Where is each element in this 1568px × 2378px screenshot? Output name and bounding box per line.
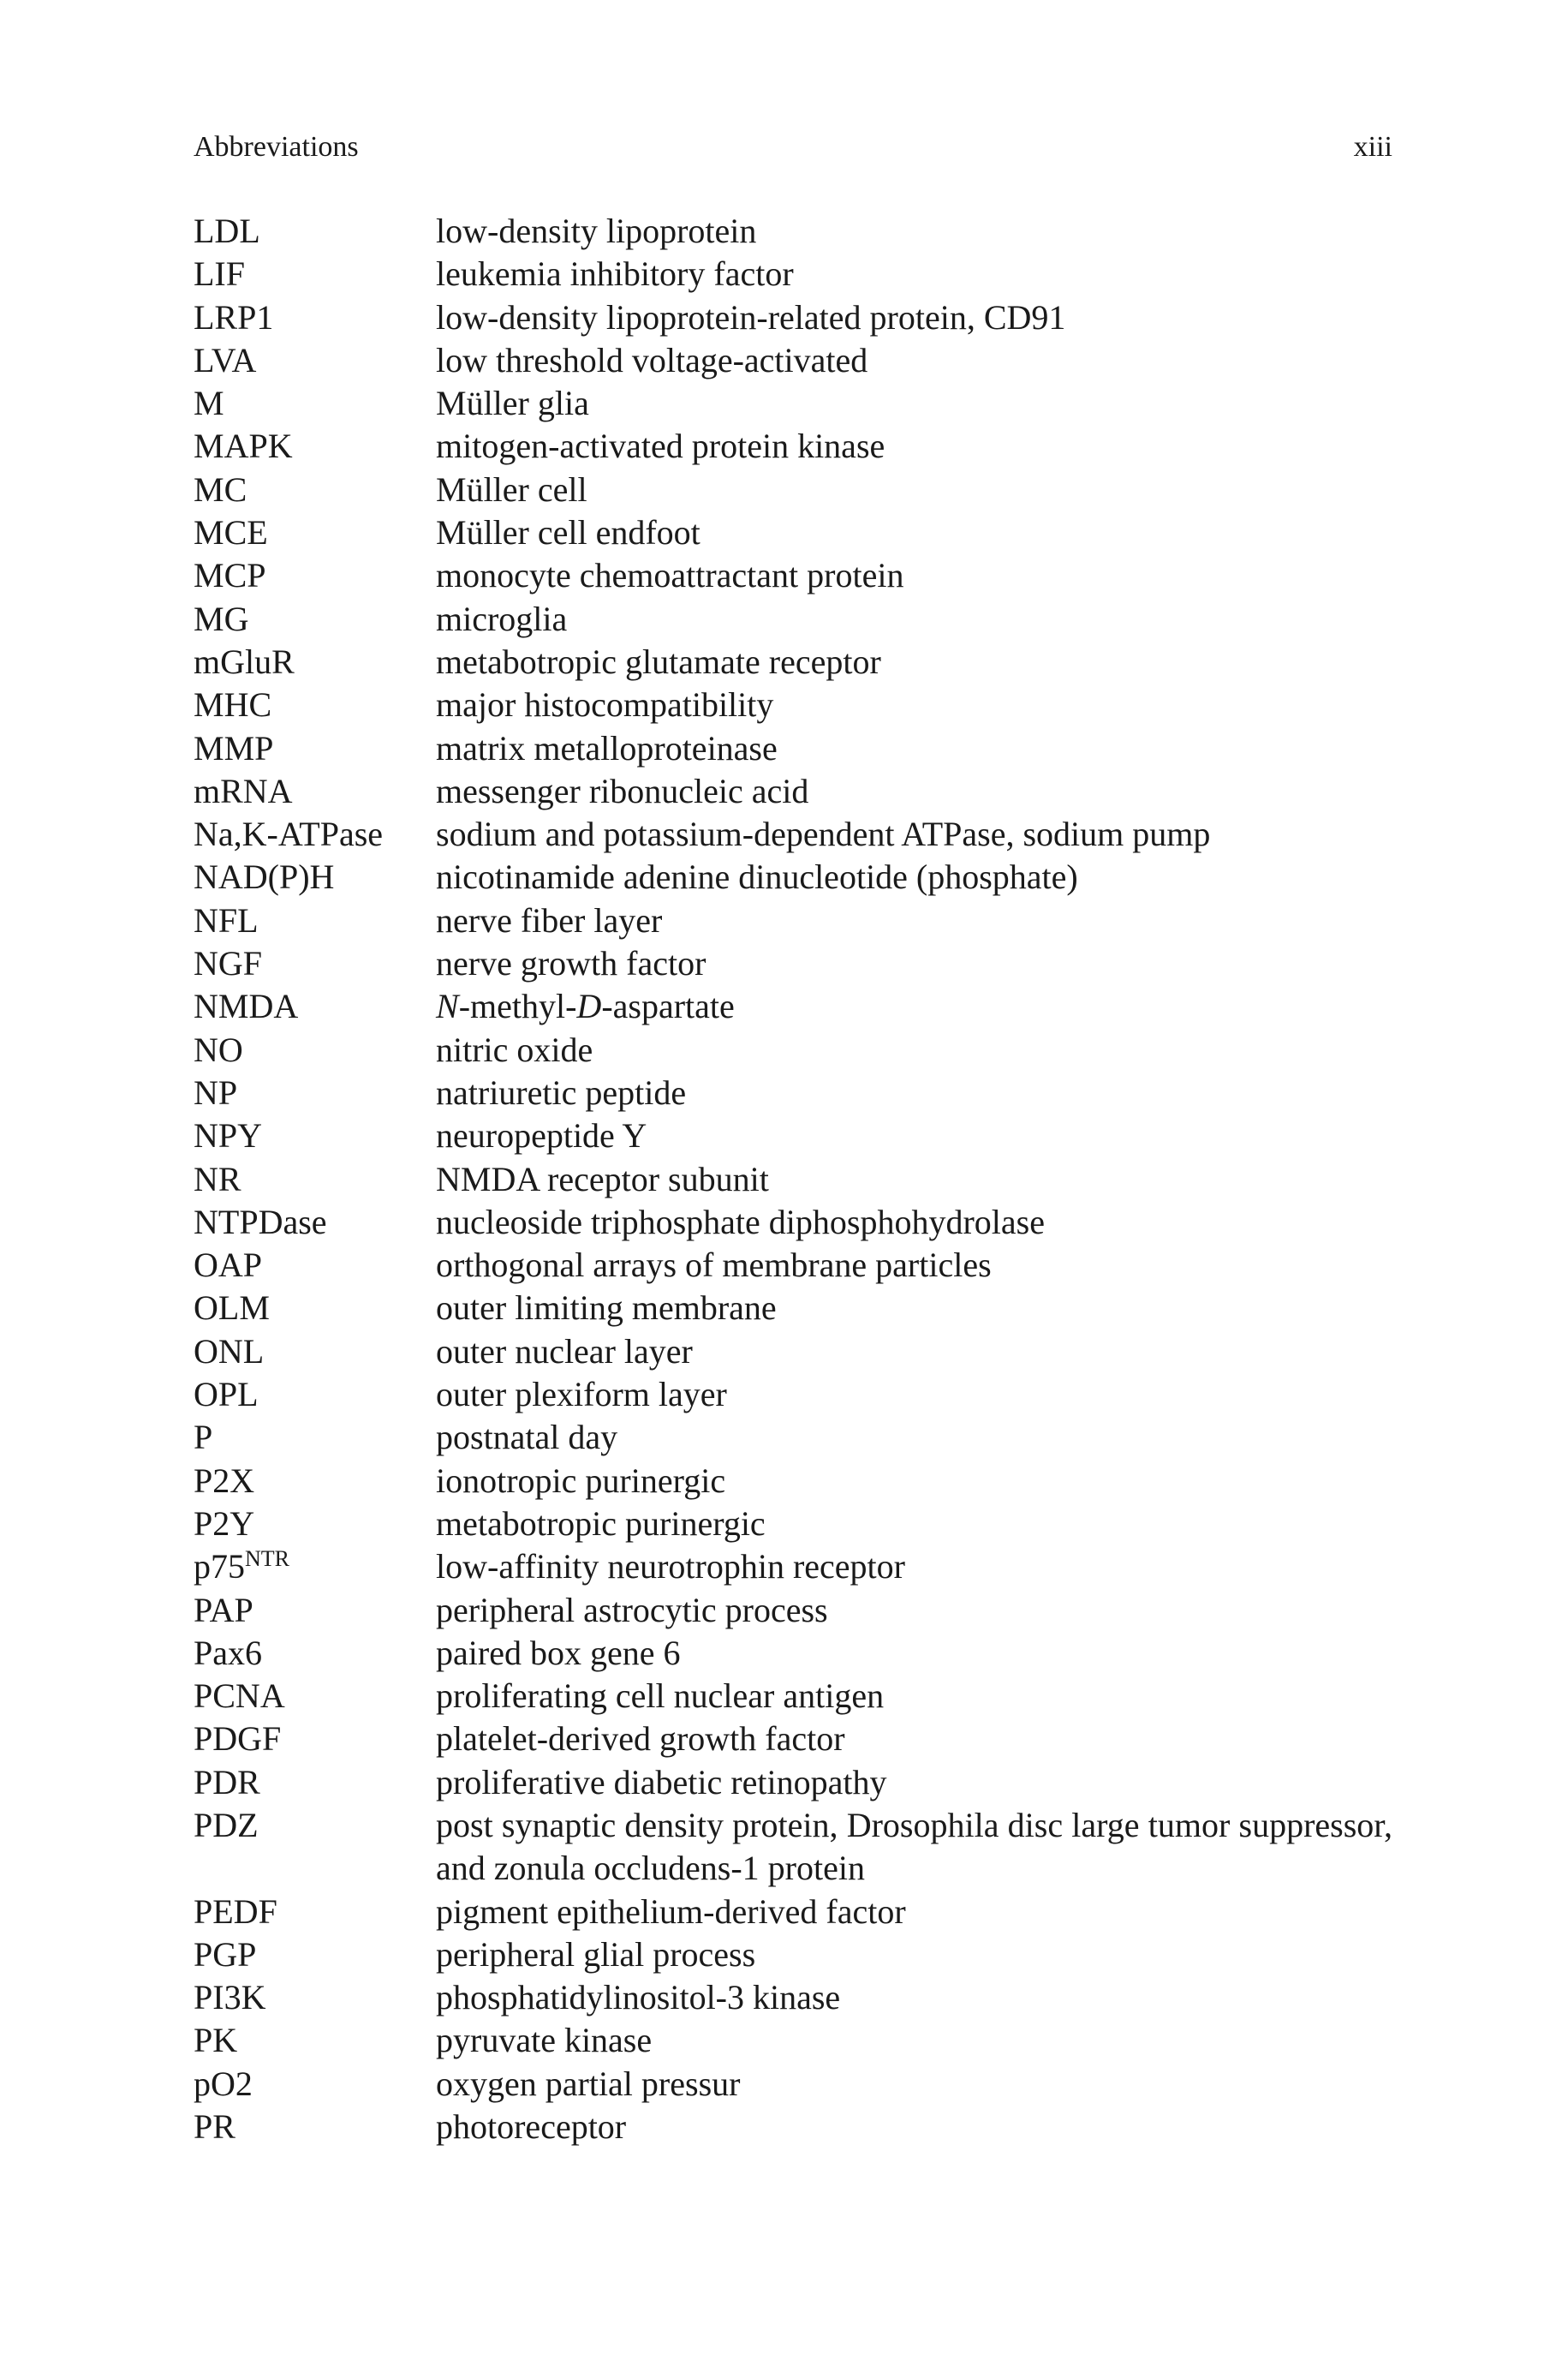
- abbreviation-definition: nicotinamide adenine dinucleotide (phosphate): [436, 857, 1078, 897]
- abbreviation-term-text: p75: [194, 1547, 245, 1586]
- abbreviation-term: [194, 382, 436, 425]
- abbreviation-term: [194, 1632, 436, 1675]
- abbreviation-term-text: LVA: [194, 340, 257, 379]
- abbreviation-term-text: PCNA: [194, 1676, 285, 1716]
- abbreviation-definition: ionotropic purinergic: [436, 1461, 726, 1500]
- abbreviation-term: [194, 1244, 436, 1287]
- abbreviation-entry: [194, 1114, 1392, 1157]
- abbreviation-term: [194, 1287, 436, 1329]
- abbreviation-term: [194, 1158, 436, 1201]
- abbreviation-entry: [194, 2106, 1392, 2148]
- abbreviation-term: [194, 1373, 436, 1416]
- abbreviation-definition: NMDA receptor subunit: [436, 1159, 769, 1198]
- abbreviation-entry: [194, 1976, 1392, 2019]
- abbreviation-term: [194, 425, 436, 468]
- abbreviation-definition: outer limiting membrane: [436, 1288, 777, 1328]
- abbreviation-entry: [194, 641, 1392, 684]
- abbreviation-definition: photoreceptor: [436, 2107, 627, 2147]
- abbreviation-term-text: PDR: [194, 1762, 260, 1801]
- abbreviation-term: [194, 253, 436, 296]
- abbreviation-term-superscript: NTR: [245, 1546, 289, 1572]
- abbreviation-entry: [194, 253, 1392, 296]
- abbreviation-entry: [194, 1244, 1392, 1287]
- abbreviation-definition: outer plexiform layer: [436, 1375, 727, 1414]
- abbreviation-term: [194, 1804, 436, 1847]
- abbreviation-definition: phosphatidylinositol-3 kinase: [436, 1978, 841, 2017]
- abbreviation-term: [194, 469, 436, 511]
- abbreviation-definition: nerve growth factor: [436, 944, 706, 983]
- abbreviation-definition: post synaptic density protein, Drosophila disc large tumor suppressor, and zonula occludens-1 protein: [436, 1805, 1392, 1888]
- abbreviation-term-text: MHC: [194, 685, 272, 725]
- abbreviation-term: [194, 942, 436, 985]
- abbreviation-definition: outer nuclear layer: [436, 1331, 693, 1371]
- abbreviation-term-text: LDL: [194, 212, 260, 250]
- abbreviation-entry: [194, 770, 1392, 813]
- abbreviation-entry: [194, 1675, 1392, 1718]
- running-head-title: Abbreviations: [194, 131, 359, 163]
- abbreviation-term: [194, 210, 436, 253]
- abbreviation-term: [194, 1589, 436, 1632]
- abbreviation-term-text: MCP: [194, 556, 266, 595]
- definition-fragment: -aspartate: [601, 987, 735, 1026]
- abbreviation-term: [194, 899, 436, 942]
- abbreviation-term: [194, 554, 436, 597]
- abbreviation-entry: [194, 210, 1392, 253]
- abbreviation-definition: natriuretic peptide: [436, 1072, 687, 1112]
- abbreviation-definition: postnatal day: [436, 1418, 618, 1457]
- abbreviation-entry: [194, 2063, 1392, 2106]
- abbreviation-definition: leukemia inhibitory factor: [436, 254, 794, 294]
- abbreviation-entry: [194, 1804, 1392, 1891]
- abbreviation-entry: [194, 1933, 1392, 1976]
- abbreviation-definition: matrix metalloproteinase: [436, 728, 778, 768]
- abbreviation-term: [194, 1675, 436, 1718]
- abbreviation-entry: [194, 598, 1392, 641]
- abbreviation-definition: metabotropic purinergic: [436, 1503, 766, 1543]
- abbreviation-definition: Müller cell endfoot: [436, 513, 701, 553]
- abbreviation-term-text: P: [194, 1418, 213, 1457]
- abbreviation-term-text: Na,K-ATPase: [194, 815, 384, 854]
- abbreviation-definition: peripheral glial process: [436, 1934, 756, 1974]
- abbreviation-term: [194, 1201, 436, 1244]
- abbreviation-term: [194, 727, 436, 770]
- abbreviation-definition: proliferating cell nuclear antigen: [436, 1676, 885, 1716]
- abbreviation-entry: [194, 296, 1392, 339]
- abbreviation-term: [194, 1416, 436, 1459]
- italic-prefix: N: [436, 987, 459, 1026]
- abbreviation-definition: pyruvate kinase: [436, 2021, 653, 2060]
- abbreviation-term: [194, 684, 436, 726]
- abbreviation-term-text: LRP1: [194, 297, 274, 337]
- abbreviation-term: [194, 1072, 436, 1114]
- abbreviation-term: [194, 985, 436, 1028]
- abbreviation-term: [194, 1933, 436, 1976]
- abbreviation-term-text: NPY: [194, 1116, 263, 1156]
- abbreviation-entry: [194, 856, 1392, 899]
- abbreviation-term-text: NTPDase: [194, 1202, 327, 1241]
- abbreviation-definition: Müller glia: [436, 384, 589, 423]
- abbreviation-definition: metabotropic glutamate receptor: [436, 642, 881, 681]
- abbreviation-entry: [194, 2019, 1392, 2062]
- abbreviation-term-text: NGF: [194, 944, 263, 983]
- abbreviation-term: [194, 339, 436, 382]
- abbreviation-definition: sodium and potassium-dependent ATPase, sodium pump: [436, 815, 1211, 854]
- abbreviation-entry: [194, 942, 1392, 985]
- abbreviation-term-text: PGP: [194, 1934, 257, 1974]
- abbreviation-definition: pigment epithelium-derived factor: [436, 1891, 906, 1931]
- abbreviation-term: [194, 2063, 436, 2106]
- abbreviation-entry: [194, 684, 1392, 726]
- abbreviation-term: [194, 856, 436, 899]
- abbreviation-definition: low-density lipoprotein-related protein, CD91: [436, 297, 1066, 337]
- abbreviation-term-text: P2X: [194, 1461, 255, 1500]
- abbreviation-entry: [194, 1072, 1392, 1114]
- abbreviation-term: [194, 1718, 436, 1760]
- abbreviation-entry: [194, 1029, 1392, 1072]
- abbreviation-entry: [194, 1460, 1392, 1503]
- abbreviation-term-text: PDZ: [194, 1805, 259, 1844]
- abbreviation-term: [194, 1330, 436, 1373]
- abbreviation-term: [194, 1114, 436, 1157]
- abbreviation-entry: [194, 1503, 1392, 1545]
- abbreviation-entry: [194, 339, 1392, 382]
- abbreviation-entry: [194, 1545, 1392, 1588]
- abbreviation-definition: platelet-derived growth factor: [436, 1719, 845, 1759]
- abbreviation-entry: [194, 382, 1392, 425]
- abbreviation-definition: low-affinity neurotrophin receptor: [436, 1547, 905, 1586]
- abbreviation-definition: orthogonal arrays of membrane particles: [436, 1246, 992, 1285]
- abbreviation-entry: [194, 1373, 1392, 1416]
- italic-prefix: D: [576, 987, 602, 1026]
- abbreviation-term-text: NR: [194, 1159, 241, 1198]
- abbreviation-term: [194, 2106, 436, 2148]
- abbreviation-definition: Müller cell: [436, 469, 587, 509]
- abbreviation-definition: [436, 985, 1392, 1028]
- abbreviation-definition: mitogen-activated protein kinase: [436, 427, 885, 466]
- abbreviation-term-text: ONL: [194, 1331, 265, 1371]
- abbreviation-term-text: PEDF: [194, 1891, 277, 1931]
- abbreviation-term-text: MMP: [194, 728, 274, 768]
- abbreviation-term: [194, 813, 436, 856]
- abbreviation-entry: [194, 425, 1392, 468]
- abbreviation-definition: proliferative diabetic retinopathy: [436, 1762, 887, 1801]
- abbreviation-term-text: Pax6: [194, 1633, 262, 1672]
- abbreviation-term: [194, 1761, 436, 1804]
- abbreviation-term: [194, 1545, 436, 1588]
- abbreviation-definition: monocyte chemoattractant protein: [436, 556, 904, 595]
- abbreviation-term: [194, 2019, 436, 2062]
- abbreviation-definition: low-density lipoprotein: [436, 212, 757, 250]
- abbreviation-term-text: PDGF: [194, 1719, 282, 1759]
- abbreviation-term: [194, 296, 436, 339]
- abbreviation-definition: low threshold voltage-activated: [436, 340, 868, 379]
- abbreviation-term: [194, 1460, 436, 1503]
- abbreviation-term-text: OLM: [194, 1288, 270, 1328]
- abbreviation-definition: paired box gene 6: [436, 1633, 681, 1672]
- abbreviation-list: [194, 210, 1392, 2148]
- page-number: xiii: [1353, 131, 1392, 163]
- abbreviation-term: [194, 1503, 436, 1545]
- abbreviation-term-text: M: [194, 384, 224, 423]
- abbreviation-entry: [194, 727, 1392, 770]
- abbreviation-term-text: PR: [194, 2107, 235, 2147]
- abbreviation-entry: [194, 1416, 1392, 1459]
- abbreviation-definition: nucleoside triphosphate diphosphohydrolase: [436, 1202, 1045, 1241]
- abbreviation-entry: [194, 1330, 1392, 1373]
- abbreviation-term: [194, 1029, 436, 1072]
- abbreviation-term: [194, 511, 436, 554]
- abbreviation-definition: messenger ribonucleic acid: [436, 771, 809, 810]
- abbreviation-entry: [194, 469, 1392, 511]
- abbreviation-term-text: NAD(P)H: [194, 857, 335, 897]
- abbreviation-term: [194, 1891, 436, 1933]
- abbreviation-term-text: PAP: [194, 1590, 253, 1629]
- abbreviation-definition: nerve fiber layer: [436, 900, 663, 940]
- abbreviation-entry: [194, 1589, 1392, 1632]
- abbreviation-term-text: PI3K: [194, 1978, 266, 2017]
- abbreviation-term-text: MG: [194, 599, 249, 638]
- abbreviation-term-text: NP: [194, 1072, 238, 1112]
- abbreviation-entry: [194, 1201, 1392, 1244]
- abbreviation-term-text: OAP: [194, 1246, 263, 1285]
- abbreviation-entry: [194, 985, 1392, 1028]
- definition-fragment: -methyl-: [458, 987, 577, 1026]
- abbreviation-term: [194, 598, 436, 641]
- abbreviation-term-text: MC: [194, 469, 247, 509]
- abbreviation-entry: [194, 1632, 1392, 1675]
- abbreviation-term: [194, 1976, 436, 2019]
- abbreviation-entry: [194, 899, 1392, 942]
- abbreviation-term-text: OPL: [194, 1375, 259, 1414]
- abbreviation-term-text: NMDA: [194, 987, 299, 1026]
- abbreviation-definition: major histocompatibility: [436, 685, 774, 725]
- abbreviation-entry: [194, 1158, 1392, 1201]
- abbreviation-entry: [194, 1891, 1392, 1933]
- abbreviation-term-text: MAPK: [194, 427, 293, 466]
- abbreviation-term-text: PK: [194, 2021, 238, 2060]
- abbreviation-term-text: NO: [194, 1030, 243, 1069]
- abbreviation-definition: oxygen partial pressur: [436, 2064, 741, 2103]
- abbreviation-term-text: LIF: [194, 254, 245, 294]
- abbreviation-term: [194, 770, 436, 813]
- abbreviation-entry: [194, 813, 1392, 856]
- abbreviation-entry: [194, 1761, 1392, 1804]
- abbreviation-entry: [194, 1287, 1392, 1329]
- abbreviation-term-text: NFL: [194, 900, 259, 940]
- abbreviation-definition: nitric oxide: [436, 1030, 593, 1069]
- abbreviation-term-text: MCE: [194, 513, 268, 553]
- abbreviation-term-text: mRNA: [194, 771, 293, 810]
- abbreviation-definition: neuropeptide Y: [436, 1116, 647, 1156]
- abbreviation-entry: [194, 1718, 1392, 1760]
- abbreviation-term: [194, 641, 436, 684]
- abbreviation-entry: [194, 511, 1392, 554]
- abbreviation-definition: peripheral astrocytic process: [436, 1590, 828, 1629]
- abbreviation-term-text: P2Y: [194, 1503, 255, 1543]
- abbreviation-entry: [194, 554, 1392, 597]
- abbreviation-term-text: pO2: [194, 2064, 253, 2103]
- abbreviation-term-text: mGluR: [194, 642, 295, 681]
- abbreviation-definition: microglia: [436, 599, 568, 638]
